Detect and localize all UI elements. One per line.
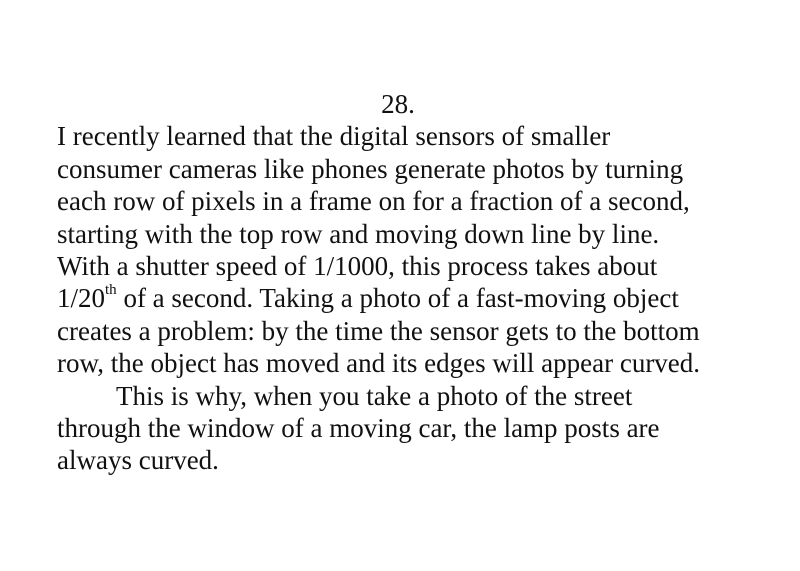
paragraph-1-line-5: With a shutter speed of 1/1000, this process takes about <box>57 250 658 281</box>
paragraph-1-line-8: row, the object has moved and its edges will appear curved. <box>57 348 701 379</box>
paragraph-1-line-4: starting with the top row and moving down line by line. <box>57 218 660 249</box>
paragraph-2-line-1: This is why, when you take a photo of the street <box>116 380 633 411</box>
paragraph-1-line-6 <box>57 282 757 314</box>
paragraph-1 <box>57 120 757 379</box>
fraction-text: 1/20 <box>57 283 106 314</box>
paragraph-2-line-2: through the window of a moving car, the lamp posts are <box>57 412 660 443</box>
ordinal-superscript: th <box>105 282 117 299</box>
paragraph-2-line-3: always curved. <box>57 445 219 476</box>
paragraph-1-line-2: consumer cameras like phones generate photos by turning <box>57 153 684 184</box>
paragraph-1-line-7: creates a problem: by the time the sensor gets to the bottom <box>57 315 700 346</box>
paragraph-2 <box>57 380 757 477</box>
paragraph-1-line-1: I recently learned that the digital sensors of smaller <box>57 121 611 152</box>
page-number: 28. <box>381 89 415 119</box>
paragraph-1-line-6-rest: of a second. Taking a photo of a fast-moving object <box>116 283 679 314</box>
document-text <box>57 88 757 477</box>
paragraph-1-line-3: each row of pixels in a frame on for a fraction of a second, <box>57 186 690 217</box>
